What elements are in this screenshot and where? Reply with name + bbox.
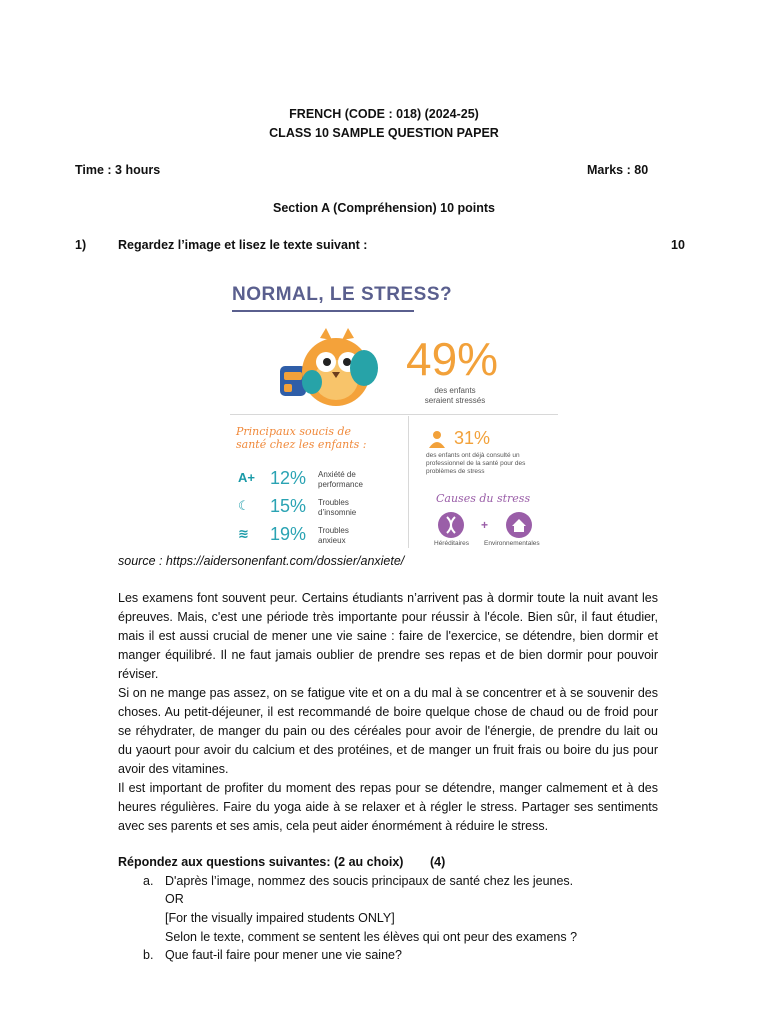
brain-icon: ≋: [238, 526, 249, 541]
reading-passage: [118, 589, 658, 836]
owl-mascot-icon: [274, 324, 394, 412]
worry-label: [318, 498, 398, 518]
questions-heading: Répondez aux questions suivantes: (2 au choix): [118, 855, 404, 869]
passage-paragraph-3: Il est important de profiter du moment des repas pour se détendre, manger calmement et à des heures régulières. Faire du yoga aide à se relaxer et à régler le stress. Partager ses sentiments avec ses parents et ses amis, cela peut aider énormément à réduire le stress.: [118, 781, 658, 833]
vertical-divider: [408, 416, 409, 548]
time-label: Time : 3 hours: [75, 163, 161, 177]
worry-label-line-2: anxieux: [318, 536, 346, 545]
worries-title-line-1: Principaux soucis de: [236, 425, 352, 438]
worry-label-line-1: Troubles: [318, 498, 349, 507]
consulted-percentage: 31%: [454, 428, 491, 448]
causes-title: Causes du stress: [436, 492, 531, 505]
question-b-text: Que faut-il faire pour mener une vie saine?: [165, 948, 402, 962]
main-percentage: 49%: [406, 333, 499, 385]
question-number: 1): [75, 238, 87, 252]
question-prompt: Regardez l’image et lisez le texte suivant :: [118, 238, 368, 252]
worries-title-line-2: santé chez les enfants :: [236, 438, 367, 451]
question-points: 10: [671, 238, 685, 252]
questions-points: (4): [430, 855, 446, 869]
passage-paragraph-2: Si on ne mange pas assez, on se fatigue vite et on a du mal à se concentrer et à se souvenir des choses. Au petit-déjeuner, il est recommandé de boire quelque chose de chaud ou de froid pour se réhydrater, de manger du pain ou des céréales pour avoir de l'énergie, de prendre du lait ou du yaourt pour avoir du calcium et des protéines, et de manger un fruit frais ou boire du jus pour avoir des vitamines.: [118, 686, 658, 776]
horizontal-divider: [230, 414, 558, 415]
worry-row-insomnia: [238, 496, 408, 518]
worry-label-line-1: Anxiété de: [318, 470, 356, 479]
worry-percentage: 15%: [270, 496, 307, 516]
title-underline: [232, 310, 414, 312]
worry-label-line-1: Troubles: [318, 526, 349, 535]
visually-impaired-note: [For the visually impaired students ONLY]: [165, 911, 395, 925]
dna-icon: [438, 512, 464, 538]
main-caption-line-2: seraient stressés: [424, 396, 486, 405]
consulted-caption: des enfants ont déjà consulté un professionnel de la santé pour des problèmes de stress: [426, 452, 526, 475]
or-label: OR: [165, 892, 184, 906]
main-caption-line-1: des enfants: [434, 386, 476, 395]
main-percentage-caption: [410, 386, 500, 406]
stress-infographic: [230, 282, 558, 548]
worries-title: [236, 425, 367, 451]
marks-label: Marks : 80: [587, 163, 649, 177]
doctor-icon: [428, 430, 446, 448]
worry-label-line-2: d’insomnie: [318, 508, 357, 517]
a-plus-icon: A+: [238, 470, 255, 485]
worry-row-anxiety: [238, 524, 408, 546]
cause-label-environmental: Environnementales: [484, 540, 540, 547]
cause-label-hereditary: Héréditaires: [434, 540, 470, 547]
question-a-text: D'après l’image, nommez des soucis principaux de santé chez les jeunes.: [165, 874, 574, 888]
moon-icon: ☾: [238, 498, 250, 513]
paper-title: CLASS 10 SAMPLE QUESTION PAPER: [269, 126, 499, 140]
section-heading: Section A (Compréhension) 10 points: [272, 201, 495, 215]
worry-percentage: 12%: [270, 468, 307, 488]
plus-sign: +: [481, 518, 489, 532]
question-a-alternative: Selon le texte, comment se sentent les élèves qui ont peur des examens ?: [165, 930, 578, 944]
image-source: source : https://aidersonenfant.com/dossier/anxiete/: [118, 554, 405, 568]
worry-label-line-2: performance: [318, 480, 363, 489]
passage-paragraph-1: Les examens font souvent peur. Certains étudiants n’arrivent pas à dormir toute la nuit avant les épreuves. Mais, c'est une période très importante pour réussir à l'école. Bien sûr, il faut étudier, mais il est aussi crucial de mener une vie saine : faire de l'exercice, se détendre, bien dormir et manger équilibré. Il ne faut jamais oublier de prendre ses repas et de bien dormir pour pouvoir réviser.: [118, 591, 658, 681]
worry-row-performance: [238, 468, 408, 490]
paper-subject: FRENCH (CODE : 018) (2024-25): [289, 107, 479, 121]
house-icon: [506, 512, 532, 538]
worry-label: [318, 470, 398, 490]
worry-percentage: 19%: [270, 524, 307, 544]
worry-label: [318, 526, 398, 546]
infographic-title: NORMAL, LE STRESS?: [232, 284, 453, 305]
question-b-label: b.: [143, 948, 154, 962]
question-a-label: a.: [143, 874, 154, 888]
